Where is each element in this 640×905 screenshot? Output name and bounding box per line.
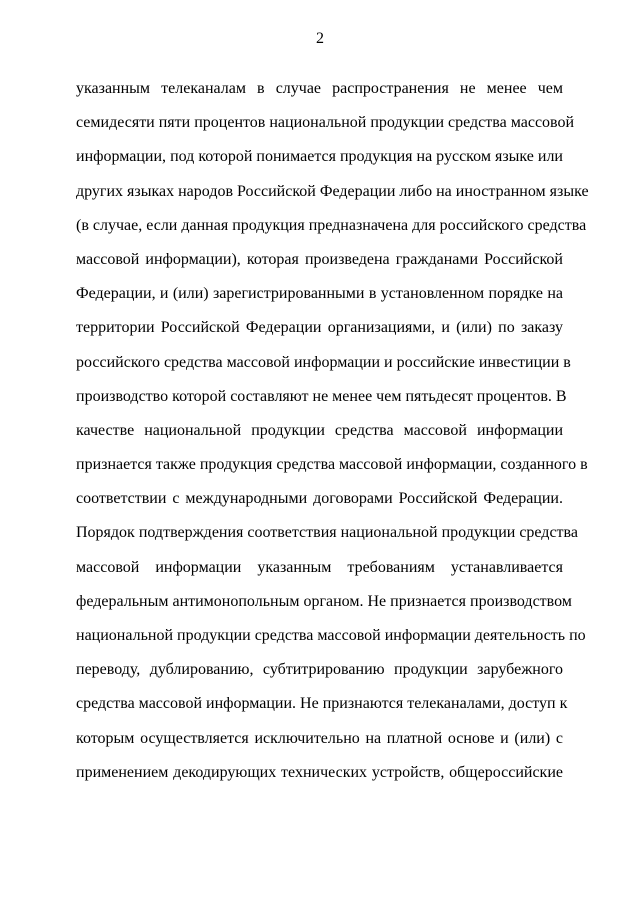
text-line: массовой информации), которая произведена гражданами Российской (76, 250, 563, 268)
document-body (76, 72, 589, 790)
text-line: средства массовой информации. Не признаются телеканалами, доступ к (76, 695, 568, 713)
text-line: производство которой составляют не менее чем пятьдесят процентов. В (76, 387, 567, 405)
text-line: признается также продукция средства массовой информации, созданного в (76, 456, 588, 474)
text-line: переводу, дублированию, субтитрированию продукции зарубежного (76, 661, 563, 679)
text-line: соответствии с международными договорами Российской Федерации. (76, 490, 563, 508)
text-line: информации, под которой понимается продукция на русском языке или (76, 148, 563, 166)
text-line: качестве национальной продукции средства массовой информации (76, 421, 563, 439)
text-line: федеральным антимонопольным органом. Не признается производством (76, 592, 572, 610)
text-line: национальной продукции средства массовой информации деятельность по (76, 627, 586, 644)
page-number: 2 (316, 30, 324, 47)
text-line: которым осуществляется исключительно на платной основе и (или) с (76, 729, 563, 747)
text-line: других языках народов Российской Федерации либо на иностранном языке (76, 182, 589, 200)
text-line: Порядок подтверждения соответствия национальной продукции средства (76, 524, 578, 542)
text-line: указанным телеканалам в случае распространения не менее чем (76, 80, 563, 97)
text-line: семидесяти пяти процентов национальной продукции средства массовой (76, 114, 575, 132)
text-line: Федерации, и (или) зарегистрированными в установленном порядке на (76, 285, 563, 303)
text-line: российского средства массовой информации и российские инвестиции в (76, 353, 571, 371)
text-line: применением декодирующих технических устройств, общероссийские (76, 763, 563, 781)
text-line: массовой информации указанным требованиям устанавливается (76, 558, 563, 576)
text-line: территории Российской Федерации организациями, и (или) по заказу (76, 319, 563, 337)
text-line: (в случае, если данная продукция предназначена для российского средства (76, 216, 587, 234)
